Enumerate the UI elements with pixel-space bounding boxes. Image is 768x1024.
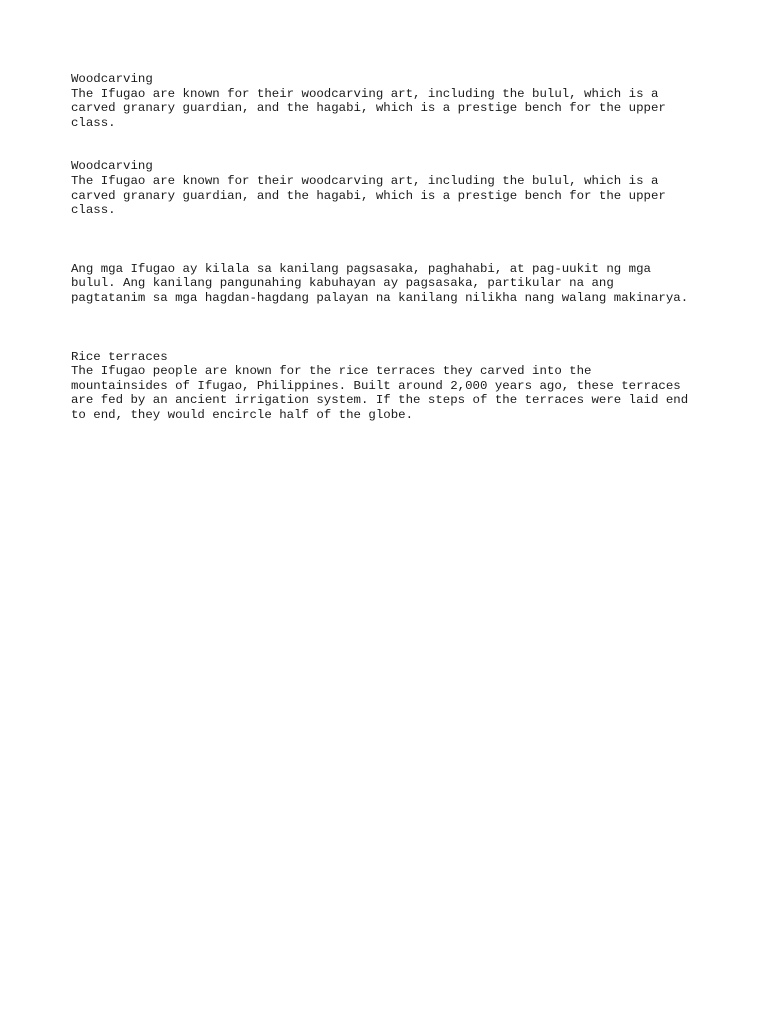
tagalog-paragraph-section [71,262,731,306]
section-body: The Ifugao people are known for the rice terraces they carved into the mountainsides of Ifugao, Philippines. Built around 2,000 years ago, these terraces are fed by an ancient irrigation system. If the steps of the terraces were laid end to end, they would encircle half of the globe. [71,364,689,422]
woodcarving-section [71,72,731,130]
section-heading: Woodcarving [71,72,153,86]
rice-terraces-section [71,350,731,423]
woodcarving-section-repeat [71,159,731,217]
section-body: The Ifugao are known for their woodcarving art, including the bulul, which is a carved granary guardian, and the hagabi, which is a prestige bench for the upper class. [71,173,666,218]
document-page [71,72,731,423]
section-body: Ang mga Ifugao ay kilala sa kanilang pagsasaka, paghahabi, at pag-uukit ng mga bulul. Ang kanilang pangunahing kabuhayan ay pagsasaka, partikular na ang pagtatanim sa mga hagdan-hagdang palayan na kanilang nilikha nang walang makinarya. [71,261,689,305]
section-body: The Ifugao are known for their woodcarving art, including the bulul, which is a carved granary guardian, and the hagabi, which is a prestige bench for the upper class. [71,86,666,130]
section-heading: Rice terraces [71,349,168,364]
section-heading: Woodcarving [71,159,153,174]
